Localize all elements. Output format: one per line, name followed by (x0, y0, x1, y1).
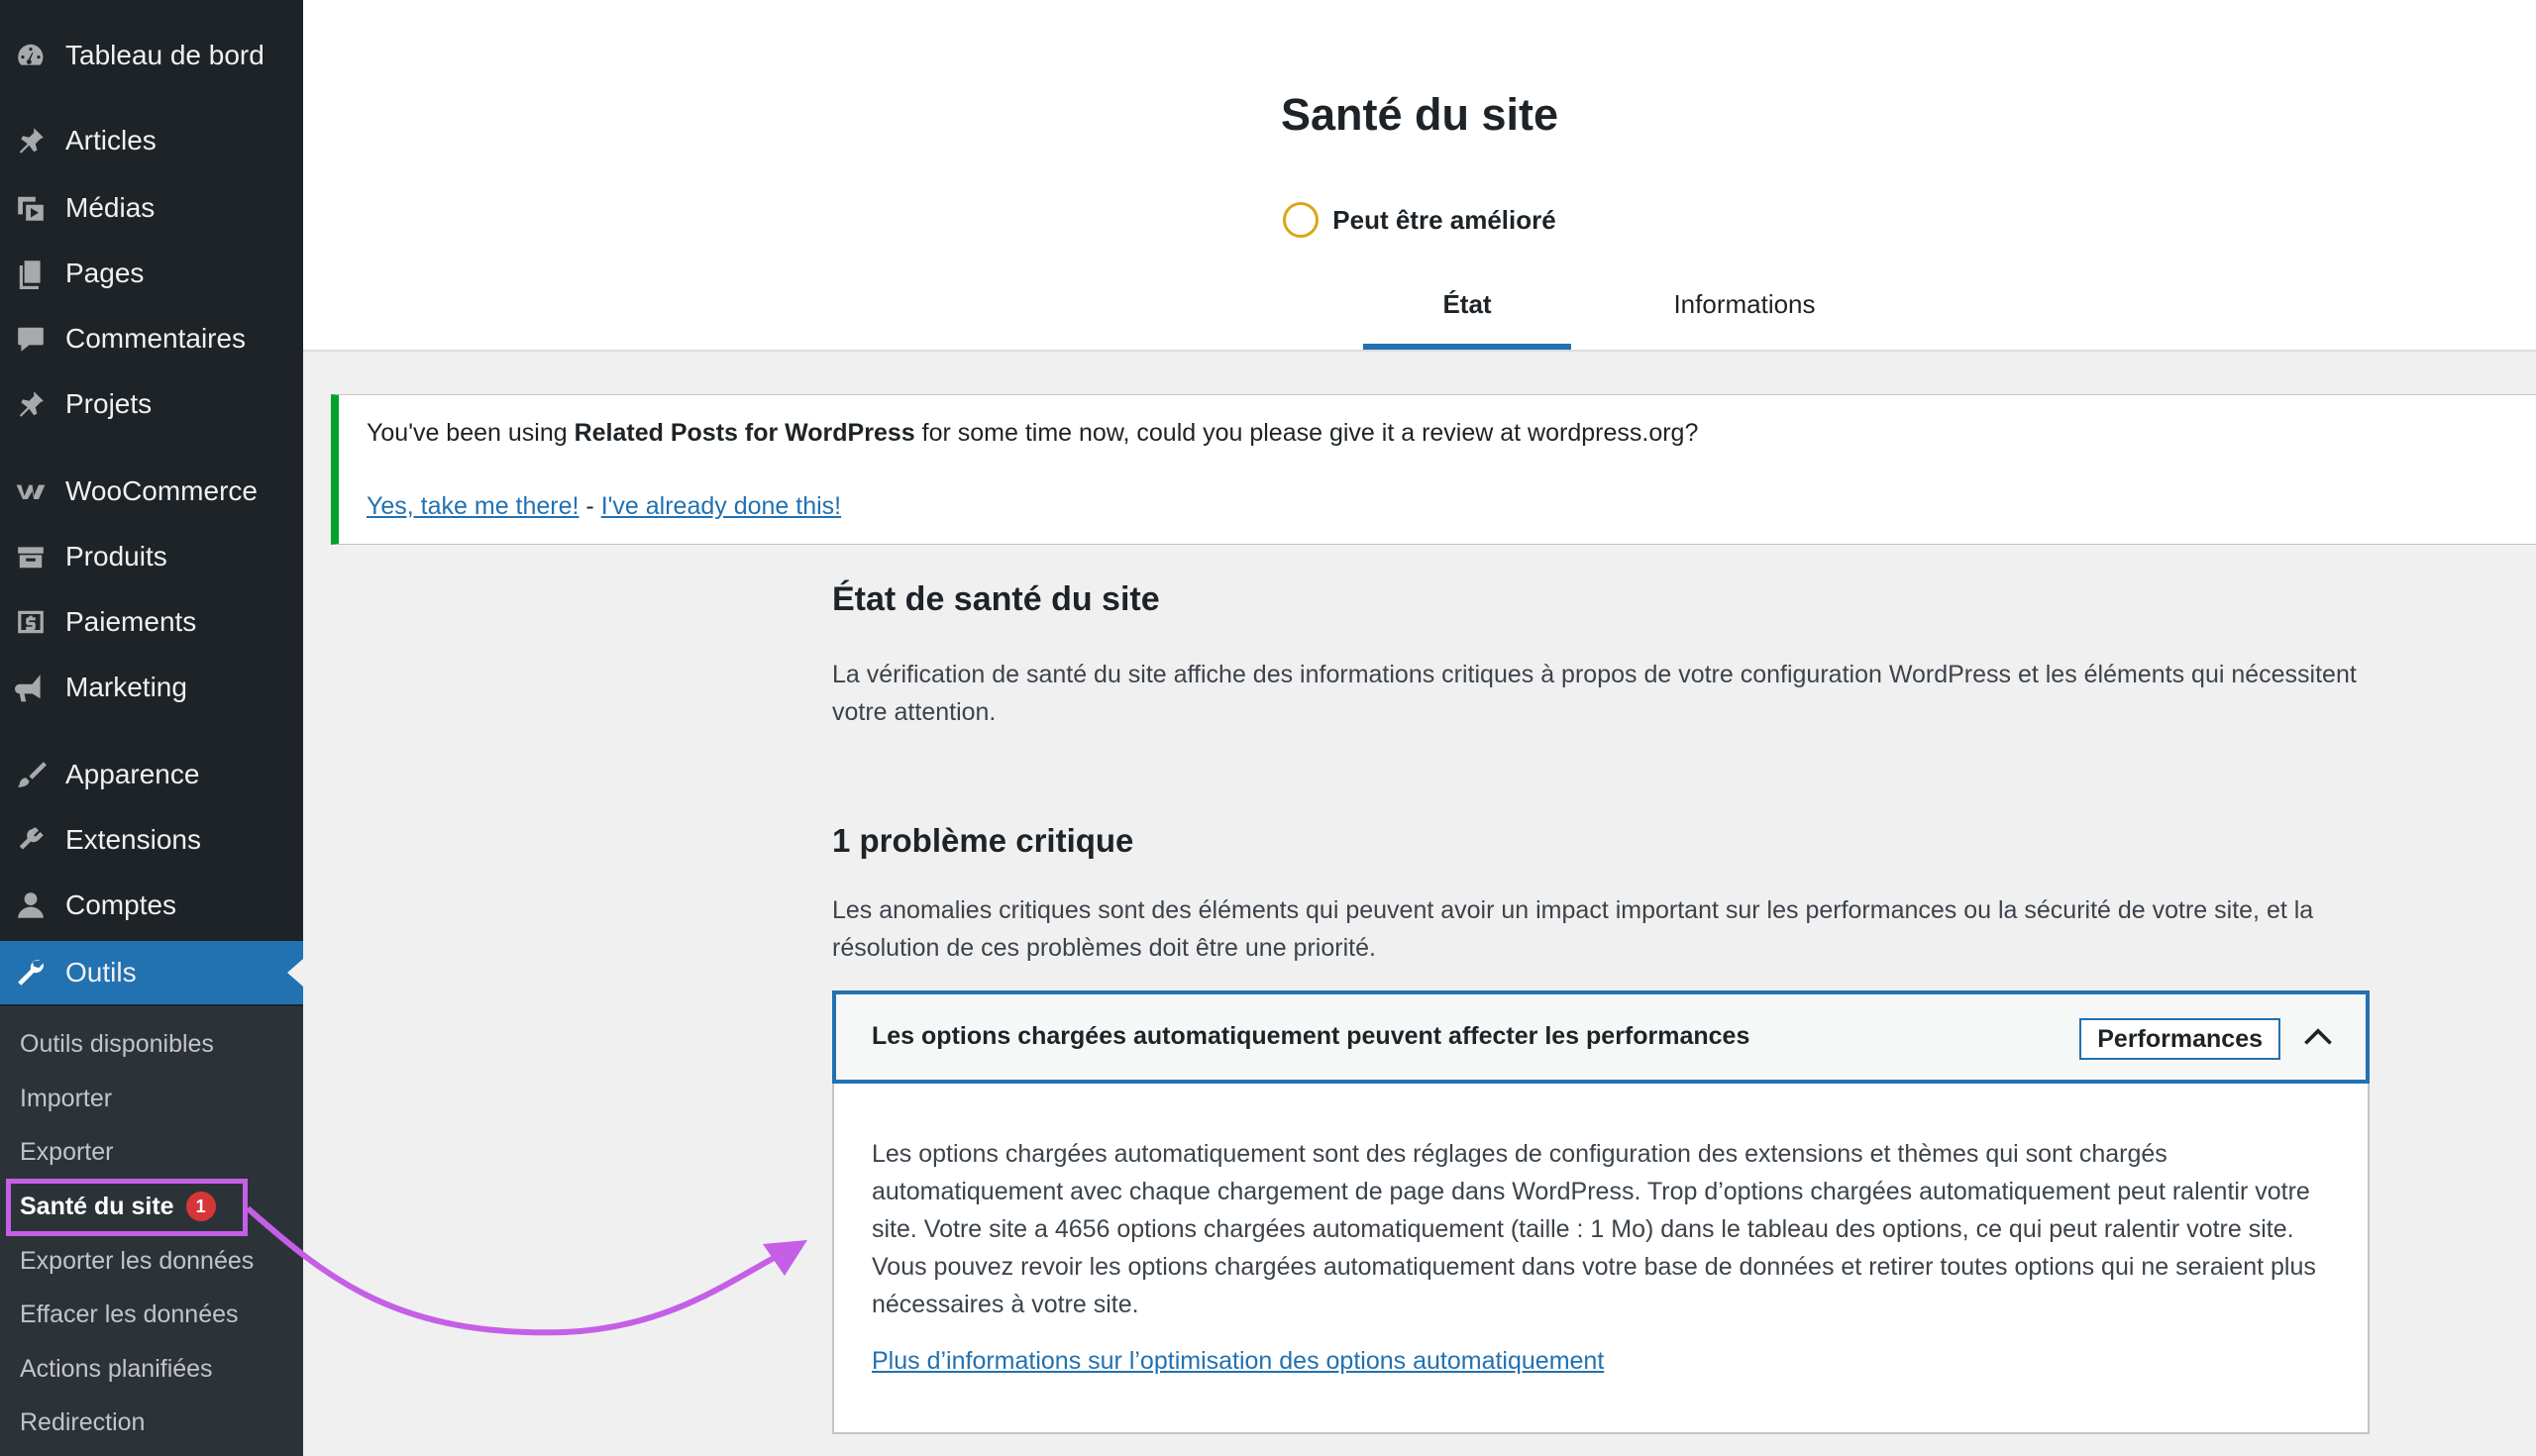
pages-icon (14, 257, 48, 290)
menu-label: Tableau de bord (65, 40, 264, 70)
review-done-link[interactable]: I've already done this! (600, 492, 842, 520)
wrench-icon (14, 956, 48, 989)
status-label: Peut être amélioré (1332, 204, 1556, 235)
menu-label: Pages (65, 258, 145, 288)
issue-title: Les options chargées automatiquement peuvent affecter les performances (872, 1022, 1750, 1050)
menu-item-outils[interactable] (0, 941, 303, 1004)
menu-item-pages[interactable] (0, 246, 303, 301)
chevron-up-icon (2300, 1020, 2336, 1056)
menu-label: Projets (65, 388, 153, 419)
menu-item-produits[interactable] (0, 529, 303, 584)
menu-item-woocommerce[interactable] (0, 464, 303, 519)
dollar-icon (14, 605, 48, 639)
archive-icon (14, 540, 48, 573)
notice-links (367, 492, 841, 521)
menu-label: Médias (65, 192, 156, 223)
menu-item-dashboard[interactable] (0, 28, 303, 83)
submenu-item-actions-planifiees[interactable]: Actions planifiées (20, 1354, 213, 1383)
menu-item-articles[interactable] (0, 113, 303, 168)
review-notice (331, 394, 2536, 545)
dashboard-icon (14, 39, 48, 72)
pin-icon (14, 387, 48, 421)
page-title: Santé du site (1280, 89, 1559, 140)
submenu-item-effacer-donnees[interactable]: Effacer les données (20, 1300, 239, 1328)
health-intro-text: La vérification de santé du site affiche des informations critiques à propos de votre configuration WordPress et les éléments qui nécessitent votre attention. (832, 661, 2357, 726)
menu-label: Paiements (65, 606, 197, 637)
issue-count-badge: 1 (186, 1192, 216, 1221)
tab-informations[interactable]: Informations (1673, 289, 1816, 319)
highlight-annotation-box (6, 1179, 248, 1236)
menu-label: Apparence (65, 759, 200, 789)
submenu-label: Santé du site (20, 1192, 174, 1220)
submenu-item-exporter[interactable]: Exporter (20, 1137, 114, 1166)
menu-label: Outils (65, 957, 137, 988)
notice-text-after: for some time now, could you please give it a review at wordpress.org? (914, 419, 1699, 447)
media-icon (14, 191, 48, 225)
issue-category-badge: Performances (2079, 1018, 2280, 1060)
notice-text (367, 419, 1698, 448)
issue-more-info-link[interactable]: Plus d’informations sur l’optimisation des options automatiquement (872, 1347, 1605, 1375)
menu-item-medias[interactable] (0, 180, 303, 236)
menu-item-paiements[interactable] (0, 594, 303, 650)
megaphone-icon (14, 671, 48, 704)
tab-etat[interactable]: État (1363, 277, 1571, 350)
submenu-item-outils-disponibles[interactable]: Outils disponibles (20, 1029, 214, 1058)
critical-issues-text: Les anomalies critiques sont des éléments qui peuvent avoir un impact important sur les performances ou la sécurité de votre site, et la résolution de ces problèmes doit être une priorité. (832, 896, 2314, 962)
menu-item-projets[interactable] (0, 376, 303, 432)
review-yes-link[interactable]: Yes, take me there! (367, 492, 580, 520)
woocommerce-icon (14, 474, 48, 508)
menu-item-extensions[interactable] (0, 812, 303, 868)
menu-label: Articles (65, 125, 157, 156)
menu-label: Extensions (65, 824, 201, 855)
submenu-item-exporter-donnees[interactable]: Exporter les données (20, 1246, 255, 1275)
annotation-arrow (238, 1189, 832, 1347)
status-circle-icon (1283, 202, 1319, 238)
issue-description: Les options chargées automatiquement sont des réglages de configuration des extensions et thèmes qui sont chargés automatiquement avec chaque chargement de page dans WordPress. Trop d’options chargées automatiquement peut ralentir votre site. Votre site a 4656 options chargées automatiquement (taille : 1 Mo) dans le tableau des options, ce qui peut ralentir votre site. Vous pouvez revoir les options chargées automatiquement dans votre base de données et retirer toutes options qui ne seraient plus nécessaires à votre site. (872, 1140, 2316, 1318)
critical-issues-heading: 1 problème critique (832, 822, 1134, 859)
pin-icon (14, 124, 48, 157)
menu-label: Comptes (65, 889, 177, 920)
notice-separator: - (579, 492, 601, 520)
menu-label: WooCommerce (65, 475, 258, 506)
user-icon (14, 888, 48, 922)
issue-accordion-toggle[interactable] (832, 990, 2370, 1084)
submenu-item-redirection[interactable]: Redirection (20, 1407, 146, 1436)
menu-item-commentaires[interactable] (0, 311, 303, 366)
menu-item-comptes[interactable] (0, 878, 303, 933)
notice-plugin-name: Related Posts for WordPress (574, 419, 915, 447)
submenu-item-importer[interactable]: Importer (20, 1084, 113, 1112)
menu-item-marketing[interactable] (0, 660, 303, 715)
issue-accordion (832, 990, 2370, 1434)
menu-item-apparence[interactable] (0, 747, 303, 802)
health-status-heading: État de santé du site (832, 580, 1160, 618)
menu-label: Produits (65, 541, 167, 572)
menu-label: Commentaires (65, 323, 247, 354)
menu-label: Marketing (65, 672, 187, 702)
health-status (303, 202, 2536, 238)
plugin-icon (14, 823, 48, 857)
notice-text-before: You've been using (367, 419, 575, 447)
site-health-header (303, 0, 2536, 352)
brush-icon (14, 758, 48, 791)
comment-icon (14, 322, 48, 356)
